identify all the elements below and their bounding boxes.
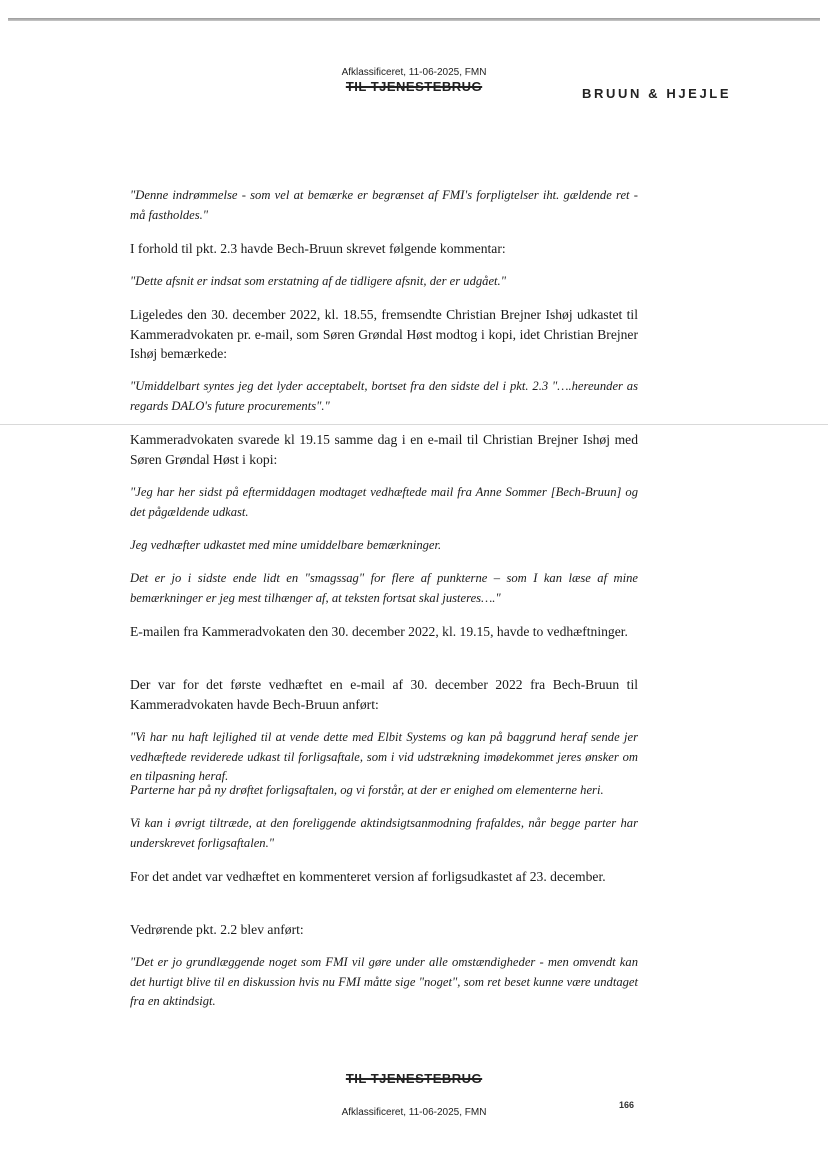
quote-block: "Dette afsnit er indsat som erstatning af de tidligere afsnit, der er udgået." [130, 274, 506, 288]
quote-block: Jeg vedhæfter udkastet med mine umiddelbare bemærkninger. [130, 538, 442, 552]
paragraph: E-mailen fra Kammeradvokaten den 30. december 2022, kl. 19.15, havde to vedhæftninger. [130, 624, 628, 639]
footer-classification-marking: TIL TJENESTEBRUG [345, 1071, 483, 1086]
header-classification-marking: TIL TJENESTEBRUG [345, 79, 483, 94]
document-body [130, 186, 638, 1011]
header-declassification-stamp: Afklassificeret, 11-06-2025, FMN [341, 67, 487, 78]
paragraph: Kammeradvokaten svarede kl 19.15 samme dag i en e-mail til Christian Brejner Ishøj med Søren Grøndal Høst i kopi: [130, 432, 638, 467]
quote-block: "Vi har nu haft lejlighed til at vende dette med Elbit Systems og kan på baggrund heraf sende jer vedhæftede reviderede udkast til forligsaftale, som i vid udstrækning imødekommet jeres ønsker om en tilpasning heraf. [130, 730, 638, 783]
page-number: 166 [619, 1100, 635, 1110]
paragraph: Der var for det første vedhæftet en e-mail af 30. december 2022 fra Bech-Bruun til Kammeradvokaten havde Bech-Bruun anført: [130, 677, 638, 712]
paragraph: For det andet var vedhæftet en kommenteret version af forligsudkastet af 23. december. [130, 869, 606, 884]
paragraph: Ligeledes den 30. december 2022, kl. 18.55, fremsendte Christian Brejner Ishøj udkastet til Kammeradvokaten pr. e-mail, som Søren Grøndal Høst modtog i kopi, idet Christian Brejner Ishøj bemærkede: [130, 307, 638, 361]
footer-declassification-stamp: Afklassificeret, 11-06-2025, FMN [341, 1107, 487, 1118]
quote-block: "Umiddelbart syntes jeg det lyder acceptabelt, bortset fra den sidste del i pkt. 2.3 "….hereunder as regards DALO's future procurements"." [130, 379, 638, 413]
quote-block: "Det er jo grundlæggende noget som FMI vil gøre under alle omstændigheder - men omvendt kan det hurtigt blive til en diskussion hvis nu FMI måtte sige "noget", som ret beset kunne være undtaget fra en aktindsigt. [130, 955, 638, 1008]
quote-block: Det er jo i sidste ende lidt en "smagssag" for flere af punkterne – som I kan læse af mine bemærkninger er jeg mest tilhænger af, at teksten fortsat skal justeres…." [130, 571, 638, 605]
firm-logo: BRUUN & HJEJLE [582, 86, 732, 101]
paragraph: Vedrørende pkt. 2.2 blev anført: [130, 922, 304, 937]
scan-top-border [8, 18, 820, 21]
quote-block: "Denne indrømmelse - som vel at bemærke er begrænset af FMI's forpligtelser iht. gældende ret - må fastholdes." [130, 188, 638, 222]
paragraph: I forhold til pkt. 2.3 havde Bech-Bruun skrevet følgende kommentar: [130, 241, 506, 256]
quote-block: Vi kan i øvrigt tiltræde, at den foreliggende aktindsigtsanmodning frafaldes, når begge parter har underskrevet forligsaftalen." [130, 816, 638, 850]
quote-block: Parterne har på ny drøftet forligsaftalen, og vi forstår, at der er enighed om elementerne heri. [130, 783, 604, 797]
quote-block: "Jeg har her sidst på eftermiddagen modtaget vedhæftede mail fra Anne Sommer [Bech-Bruun] og det pågældende udkast. [130, 485, 638, 519]
